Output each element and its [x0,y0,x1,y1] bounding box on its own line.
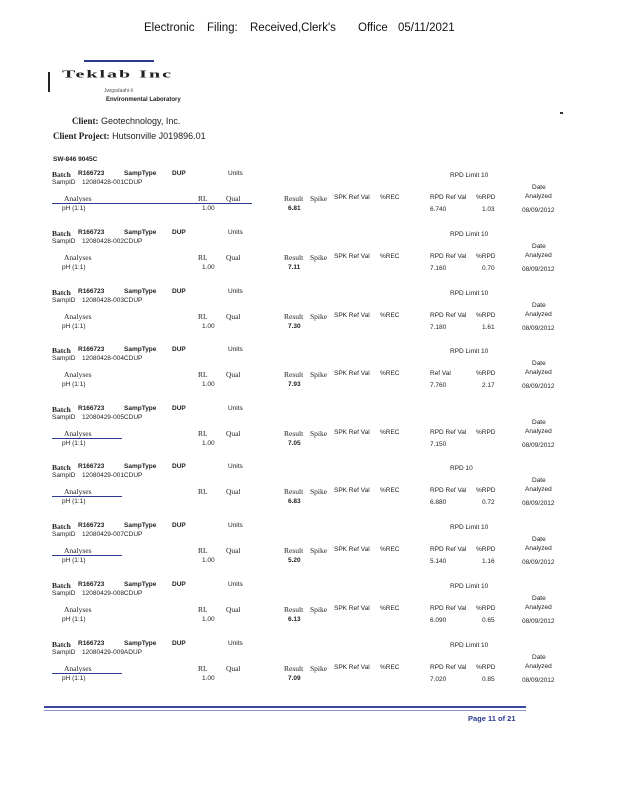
qc-qual: Qual [226,253,241,262]
qc-spike: Spike [310,429,328,438]
qc-analyses: Analyses [64,194,92,203]
qc-pct-rpd: %RPD [476,194,496,201]
qc-rpd-val: 0.70 [482,265,495,272]
qc-rl: RL [198,194,208,203]
qc-result: 7.93 [288,381,301,388]
qc-rec: %REC [380,546,400,553]
qc-rl: RL [198,664,208,673]
qc-date: 08/09/2012 [522,266,555,273]
filing-electronic: Electronic [144,22,195,34]
qc-block [52,640,572,698]
qc-qual: Qual [226,312,241,321]
footer-rule-thin [44,710,526,711]
qc-samptype-label: SampType [124,640,157,647]
qc-spk-ref: SPK Ref Val [334,664,370,671]
qc-spike: Spike [310,664,328,673]
qc-units: Units [228,170,243,177]
qc-spk-ref: SPK Ref Val [334,429,370,436]
qc-analyte: pH (1:1) [62,616,86,623]
qc-batch: R166723 [78,640,105,647]
qc-rpd-ref-val: 6.090 [430,617,447,624]
qc-analyzed: Analyzed [525,428,552,435]
qc-units: Units [228,229,243,236]
qc-sampid: 12080429-001CDUP [82,472,143,479]
qc-batch-label: Batch [52,522,71,531]
qc-batch: R166723 [78,346,105,353]
qc-sampid-label: SampID [52,238,76,245]
qc-rpd-ref-val: 7.180 [430,324,447,331]
qc-batch: R166723 [78,170,105,177]
qc-rpd-ref-val: 6.740 [430,206,447,213]
logo-subtitle: Jwigadaahi-li [104,88,133,94]
qc-sampid-label: SampID [52,297,76,304]
qc-result-label: Result [284,664,304,673]
qc-date-label: Date [532,302,546,309]
qc-analyte: pH (1:1) [62,498,86,505]
qc-result-label: Result [284,546,304,555]
qc-units: Units [228,463,243,470]
qc-sampid: 12080429-005CDUP [82,414,143,421]
qc-rec: %REC [380,370,400,377]
qc-samptype-label: SampType [124,346,157,353]
qc-spike: Spike [310,546,328,555]
qc-qual: Qual [226,194,241,203]
qc-rl-val: 1.00 [202,557,215,564]
qc-block [52,522,572,580]
method-title: SW-846 9045C [53,156,98,163]
qc-units: Units [228,405,243,412]
qc-rpd-ref: RPD Ref Val [430,487,467,494]
qc-date-label: Date [532,654,546,661]
logo-bar [48,72,50,92]
qc-spk-ref: SPK Ref Val [334,605,370,612]
qc-analyzed: Analyzed [525,663,552,670]
qc-rpd-ref-val: 7.160 [430,265,447,272]
qc-sampid: 12080428-003CDUP [82,297,143,304]
qc-batch: R166723 [78,522,105,529]
qc-block [52,581,572,639]
qc-qual: Qual [226,664,241,673]
qc-spk-ref: SPK Ref Val [334,546,370,553]
qc-result: 6.81 [288,205,301,212]
qc-rule [52,673,122,674]
qc-samptype: DUP [172,522,186,529]
qc-sampid: 12080428-001CDUP [82,179,143,186]
lab-logo [44,60,214,110]
qc-rpd-val: 0.72 [482,499,495,506]
qc-date-label: Date [532,184,546,191]
qc-rl-val: 1.00 [202,440,215,447]
qc-analyzed: Analyzed [525,193,552,200]
page-mark [560,112,563,114]
qc-samptype-label: SampType [124,405,157,412]
qc-analyses: Analyses [64,370,92,379]
qc-sampid-label: SampID [52,179,76,186]
qc-analyzed: Analyzed [525,311,552,318]
qc-sampid-label: SampID [52,472,76,479]
filing-label: Filing: [207,22,238,34]
qc-rec: %REC [380,194,400,201]
qc-rpd-ref-val: 7.760 [430,382,447,389]
qc-date: 08/09/2012 [522,500,555,507]
qc-analyte: pH (1:1) [62,264,86,271]
qc-batch-label: Batch [52,405,71,414]
qc-rl: RL [198,429,208,438]
qc-sampid: 12080428-004CDUP [82,355,143,362]
qc-spk-ref: SPK Ref Val [334,370,370,377]
qc-spk-ref: SPK Ref Val [334,487,370,494]
qc-qual: Qual [226,487,241,496]
qc-spike: Spike [310,487,328,496]
qc-spike: Spike [310,312,328,321]
qc-spike: Spike [310,253,328,262]
qc-date-label: Date [532,595,546,602]
qc-rule [52,496,122,497]
qc-result: 5.20 [288,557,301,564]
qc-samptype: DUP [172,463,186,470]
qc-rec: %REC [380,253,400,260]
qc-analyte: pH (1:1) [62,440,86,447]
qc-result: 7.30 [288,323,301,330]
qc-date-label: Date [532,419,546,426]
qc-batch-label: Batch [52,288,71,297]
qc-pct-rpd: %RPD [476,546,496,553]
qc-rl-val: 1.00 [202,323,215,330]
qc-rl: RL [198,546,208,555]
qc-analyses: Analyses [64,546,92,555]
qc-rpd-ref: RPD Ref Val [430,194,467,201]
qc-analyte: pH (1:1) [62,557,86,564]
qc-block [52,463,572,521]
qc-rule [52,438,122,439]
qc-analyses: Analyses [64,487,92,496]
qc-date-label: Date [532,243,546,250]
qc-batch: R166723 [78,581,105,588]
qc-units: Units [228,288,243,295]
qc-samptype: DUP [172,640,186,647]
qc-result: 7.11 [288,264,301,271]
qc-sampid-label: SampID [52,649,76,656]
qc-samptype-label: SampType [124,288,157,295]
qc-rec: %REC [380,605,400,612]
qc-spk-ref: SPK Ref Val [334,194,370,201]
qc-samptype-label: SampType [124,463,157,470]
page-number: Page 11 of 21 [468,714,516,723]
qc-analyses: Analyses [64,664,92,673]
qc-rl: RL [198,487,208,496]
qc-sampid: 12080429-009ADUP [82,649,142,656]
qc-date: 08/09/2012 [522,618,555,625]
qc-rpd-ref-val: 5.140 [430,558,447,565]
client-project-name: Hutsonville J019896.01 [112,131,206,141]
qc-rpd-val: 0.85 [482,676,495,683]
qc-pct-rpd: %RPD [476,429,496,436]
logo-swoosh [84,60,154,62]
qc-rpd-val: 1.03 [482,206,495,213]
qc-batch-label: Batch [52,170,71,179]
qc-rpd-ref-val: 7.020 [430,676,447,683]
qc-samptype-label: SampType [124,581,157,588]
qc-rpd-ref: Ref Val [430,370,451,377]
qc-rpd-val: 0.65 [482,617,495,624]
qc-rpd-val: 1.61 [482,324,495,331]
qc-sampid-label: SampID [52,590,76,597]
qc-rpd-limit: RPD Limit 10 [450,290,489,297]
qc-rpd-ref: RPD Ref Val [430,429,467,436]
qc-rule [52,555,122,556]
qc-rec: %REC [380,429,400,436]
qc-date: 08/09/2012 [522,383,555,390]
qc-rpd-ref-val: 6.880 [430,499,447,506]
qc-qual: Qual [226,429,241,438]
qc-rec: %REC [380,664,400,671]
qc-block [52,288,572,346]
qc-rpd-ref: RPD Ref Val [430,546,467,553]
qc-qual: Qual [226,605,241,614]
qc-samptype-label: SampType [124,522,157,529]
qc-result: 6.83 [288,498,301,505]
qc-units: Units [228,640,243,647]
qc-rpd-limit: RPD Limit 10 [450,642,489,649]
qc-batch-label: Batch [52,581,71,590]
qc-rpd-limit: RPD Limit 10 [450,172,489,179]
qc-date: 08/09/2012 [522,559,555,566]
qc-rl-val: 1.00 [202,675,215,682]
qc-qual: Qual [226,546,241,555]
filing-office: Office [358,22,388,34]
qc-qual: Qual [226,370,241,379]
qc-result-label: Result [284,487,304,496]
qc-rl: RL [198,312,208,321]
qc-result: 7.09 [288,675,301,682]
logo-wordmark: Teklab Inc [62,68,173,81]
logo-lab-name: Environmental Laboratory [106,97,181,103]
qc-pct-rpd: %RPD [476,370,496,377]
qc-date: 08/09/2012 [522,207,555,214]
qc-rpd-limit: RPD Limit 10 [450,524,489,531]
qc-spk-ref: SPK Ref Val [334,253,370,260]
qc-units: Units [228,581,243,588]
qc-date: 08/09/2012 [522,677,555,684]
qc-rpd-ref: RPD Ref Val [430,664,467,671]
qc-analyte: pH (1:1) [62,323,86,330]
qc-rpd-ref: RPD Ref Val [430,253,467,260]
qc-date: 08/09/2012 [522,442,555,449]
qc-result-label: Result [284,253,304,262]
qc-date-label: Date [532,536,546,543]
qc-batch-label: Batch [52,463,71,472]
qc-rl-val: 1.00 [202,264,215,271]
qc-block [52,229,572,287]
qc-batch: R166723 [78,229,105,236]
qc-result-label: Result [284,194,304,203]
qc-pct-rpd: %RPD [476,664,496,671]
qc-date-label: Date [532,477,546,484]
qc-rpd-limit: RPD 10 [450,465,473,472]
qc-rl: RL [198,253,208,262]
qc-result: 6.13 [288,616,301,623]
qc-batch: R166723 [78,405,105,412]
qc-rpd-ref: RPD Ref Val [430,312,467,319]
qc-sampid-label: SampID [52,531,76,538]
qc-samptype-label: SampType [124,229,157,236]
qc-analyses: Analyses [64,429,92,438]
qc-analyzed: Analyzed [525,486,552,493]
qc-sampid: 12080429-007CDUP [82,531,143,538]
qc-pct-rpd: %RPD [476,605,496,612]
qc-samptype: DUP [172,229,186,236]
qc-pct-rpd: %RPD [476,253,496,260]
qc-rl: RL [198,605,208,614]
qc-batch-label: Batch [52,640,71,649]
qc-rpd-ref-val: 7.150 [430,441,447,448]
qc-block [52,405,572,463]
qc-sampid: 12080428-002CDUP [82,238,143,245]
qc-date-label: Date [532,360,546,367]
qc-rec: %REC [380,487,400,494]
qc-analyses: Analyses [64,253,92,262]
qc-rl-val: 1.00 [202,616,215,623]
client-project-label: Client Project: [53,131,110,141]
qc-rule [52,203,252,204]
qc-batch: R166723 [78,288,105,295]
qc-analyzed: Analyzed [525,252,552,259]
qc-pct-rpd: %RPD [476,487,496,494]
qc-spike: Spike [310,370,328,379]
qc-samptype-label: SampType [124,170,157,177]
qc-samptype: DUP [172,288,186,295]
qc-samptype: DUP [172,405,186,412]
qc-analyses: Analyses [64,312,92,321]
filing-date: 05/11/2021 [398,22,455,34]
qc-sampid: 12080429-008CDUP [82,590,143,597]
client-project-row [53,131,206,141]
qc-result-label: Result [284,312,304,321]
qc-batch-label: Batch [52,346,71,355]
qc-samptype: DUP [172,346,186,353]
qc-analyzed: Analyzed [525,604,552,611]
qc-rpd-val: 1.16 [482,558,495,565]
qc-spike: Spike [310,194,328,203]
qc-result-label: Result [284,605,304,614]
qc-analyzed: Analyzed [525,369,552,376]
qc-rpd-ref: RPD Ref Val [430,605,467,612]
qc-result-label: Result [284,429,304,438]
qc-rpd-limit: RPD Limit 10 [450,348,489,355]
client-label: Client: [72,116,99,126]
filing-received: Received,Clerk's [250,22,336,34]
qc-samptype: DUP [172,581,186,588]
qc-block [52,170,572,228]
qc-samptype: DUP [172,170,186,177]
qc-batch: R166723 [78,463,105,470]
qc-block [52,346,572,404]
qc-sampid-label: SampID [52,355,76,362]
client-row [72,116,180,126]
qc-analyzed: Analyzed [525,545,552,552]
qc-analyte: pH (1:1) [62,675,86,682]
qc-spk-ref: SPK Ref Val [334,312,370,319]
qc-rpd-limit: RPD Limit 10 [450,583,489,590]
qc-pct-rpd: %RPD [476,312,496,319]
qc-analyses: Analyses [64,605,92,614]
qc-analyte: pH (1:1) [62,205,86,212]
qc-sampid-label: SampID [52,414,76,421]
qc-rl-val: 1.00 [202,205,215,212]
qc-rec: %REC [380,312,400,319]
qc-rl-val: 1.00 [202,381,215,388]
client-name: Geotechnology, Inc. [101,116,181,126]
qc-rl: RL [198,370,208,379]
qc-rpd-limit: RPD Limit 10 [450,231,489,238]
qc-units: Units [228,346,243,353]
qc-batch-label: Batch [52,229,71,238]
qc-spike: Spike [310,605,328,614]
qc-result: 7.05 [288,440,301,447]
qc-units: Units [228,522,243,529]
footer-rule [44,706,526,708]
qc-rpd-val: 2.17 [482,382,495,389]
qc-result-label: Result [284,370,304,379]
qc-analyte: pH (1:1) [62,381,86,388]
qc-date: 08/09/2012 [522,325,555,332]
